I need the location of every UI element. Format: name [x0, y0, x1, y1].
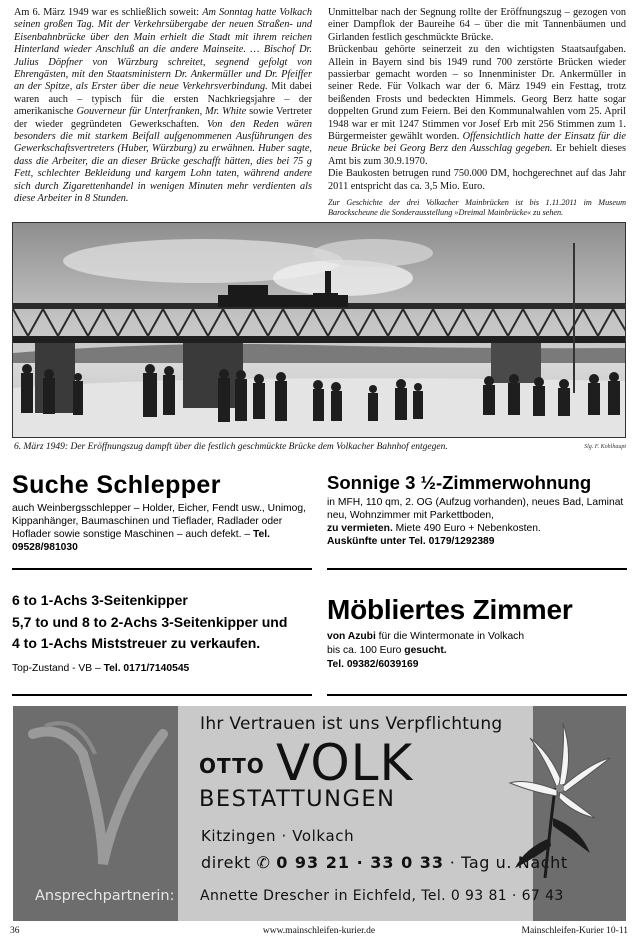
- brand-otto: OTTO: [199, 754, 265, 778]
- bridge-photo-image: [13, 223, 626, 438]
- ad-headline: [12, 590, 312, 655]
- issue-label: Mainschleifen-Kurier 10-11: [521, 926, 628, 936]
- exhibition-note: Zur Geschichte der drei Volkacher Mainbrücken ist bis 1.11.2011 im Museum Barockscheune die Sonderausstellung »Dreimal Mainbrücke« zu sehen.: [328, 198, 626, 218]
- article-paragraph: Unmittelbar nach der Segnung rollte der Eröffnungszug – gezogen von einer Dampflok der Baureihe 64 – über die mit Tannenbäumen und Girlanden festlich geschmückte Brücke.: [328, 7, 626, 43]
- ad-text: in MFH, 110 qm, 2. OG (Aufzug vorhanden), neues Bad, Laminat neu, Wohnzimmer mit Parkettboden,: [327, 497, 624, 521]
- ad-headline-line: 5,7 to und 8 to 2-Achs 3-Seitenkipper und: [12, 613, 288, 630]
- contact-person: Annette Drescher in Eichfeld, Tel. 0 93 81 · 67 43: [200, 888, 564, 904]
- ad-text-line: [327, 644, 627, 658]
- ad-suche-schlepper: [12, 470, 312, 570]
- text-run: Am 6. März 1949 war es schließlich soweit:: [14, 7, 203, 18]
- phone-label: direkt ✆: [201, 853, 271, 872]
- v-logo-icon: [23, 714, 173, 879]
- article-right-column: [328, 7, 626, 218]
- ad-text: für die Wintermonate in Volkach: [375, 631, 525, 642]
- ad-phone: 0 93 21 · 33 0 33: [276, 853, 445, 872]
- ad-divider: [327, 694, 627, 696]
- ad-text-bold: zu vermieten.: [327, 523, 393, 534]
- brand-volk: VOLK: [276, 734, 414, 792]
- page-number: 36: [10, 926, 20, 936]
- ad-zimmer: [327, 590, 627, 696]
- ad-divider: [327, 568, 627, 570]
- ad-headline: Suche Schlepper: [12, 471, 221, 499]
- text-run: Mit dabei waren auch – typisch für die ersten Nachkriegsjahre – der amerikanische: [14, 81, 312, 118]
- ad-phone: Tel. 0171/7140545: [103, 662, 190, 674]
- text-run-italic: Am Sonntag hatte Volkach seinen großen Tag. Mit der Verkehrsübergabe der neuen Straßen- und Eisenbahnbrücke über den Main erhielt die Stadt mit ihrem reichen Hinterland wieder Anschluß an die andere Mainseite. … Bischof Dr. Julius Döpfner von Würzburg schreitet, segnend gefolgt von Ehrengästen, mit den Staatsministern Dr. Ankermüller und Dr. Pfeiffer an der Spitze, als Erster über die neue Verkehrsverbindung.: [14, 7, 312, 93]
- ad-kipper: [12, 590, 312, 696]
- article-left-column: [14, 7, 312, 206]
- ad-text-line: [327, 630, 627, 644]
- ad-text-line: [327, 522, 627, 535]
- text-run-italic: Offensichtlich hatte der Einsatz für die neue Brücke bei Georg Berz den Ausschlag gegeben.: [328, 131, 626, 155]
- ad-headline-line: 6 to 1-Achs 3-Seitenkipper: [12, 592, 188, 608]
- text-run-italic: Gouverneur für Unterfranken, Mr. White: [76, 106, 247, 118]
- ad-body: [327, 630, 627, 672]
- ad-text-bold: gesucht.: [404, 645, 447, 656]
- article-paragraph: [328, 44, 626, 168]
- ad-text: Top-Zustand - VB –: [12, 662, 104, 674]
- article-paragraph: [14, 7, 312, 206]
- bridge-photo: [12, 222, 626, 438]
- ad-phone: Auskünfte unter Tel. 0179/1292389: [327, 536, 495, 547]
- ad-divider: [12, 694, 312, 696]
- photo-credit: Slg. F. Kohlhaupt: [584, 444, 626, 450]
- ad-phone: Tel. 09528/981030: [12, 529, 270, 553]
- phone-hours: · Tag u. Nacht: [449, 853, 568, 872]
- ad-volk-bestattungen: [13, 706, 626, 921]
- website-url: www.mainschleifen-kurier.de: [262, 926, 376, 936]
- ad-locations: Kitzingen · Volkach: [201, 827, 355, 845]
- ad-text-bold: von Azubi: [327, 631, 376, 642]
- text-run: sowie Vertreter der wieder gegründeten Gewerkschaften.: [14, 106, 313, 130]
- ad-wohnung: [327, 470, 627, 570]
- photo-caption: 6. März 1949: Der Eröffnungszug dampft über die festlich geschmückte Brücke dem Volkacher Bahnhof entgegen.: [14, 442, 448, 452]
- article-paragraph: Die Baukosten betrugen rund 750.000 DM, hochgerechnet auf das Jahr 2011 entspricht das ca. 3,5 Mio. Euro.: [328, 168, 626, 192]
- ad-text: Miete 490 Euro + Nebenkosten.: [392, 523, 541, 534]
- ad-headline: Möbliertes Zimmer: [327, 594, 573, 625]
- ad-text: bis ca. 100 Euro: [327, 645, 405, 656]
- ad-headline: Sonnige 3 ½-Zimmerwohnung: [327, 472, 592, 493]
- ad-phone: Tel. 09382/6039169: [327, 659, 419, 670]
- ad-body: [327, 496, 627, 548]
- ad-tagline: Ihr Vertrauen ist uns Verpflichtung: [200, 714, 503, 734]
- ad-body: [12, 662, 312, 675]
- text-run: Brückenbau gehörte seinerzeit zu den wichtigsten Staatsaufgaben. Allein in Bayern sind bis 1949 rund 700 zerstörte Brücken wieder passierbar gemacht worden – so Innenminister Dr. Ankermüller in seiner Rede. Für Volkach war der 6. März 1949 ein Festtag, trotz beißenden Frosts und bedeckten Himmels. Georg Berz hatte sogar doppelten Grund zum Feiern. Bei den Kommunalwahlen vom 25. April 1948 war er mit 1247 Stimmen vor Josef Erb mit 256 Stimmen zum 1. Bürgermeister gewählt worden.: [328, 44, 626, 143]
- brand-bestattungen: BESTATTUNGEN: [199, 786, 396, 812]
- ad-body: [12, 502, 312, 554]
- ad-text: auch Weinbergsschlepper – Holder, Eicher, Fendt usw., Unimog, Kippanhänger, Baumaschinen und Tieflader, Radlader oder Hoflader sowie sonstige Maschinen – auch defekt. –: [12, 503, 306, 540]
- lily-flower-icon: [505, 718, 615, 878]
- ad-headline-line: 4 to 1-Achs Miststreuer zu verkaufen.: [12, 635, 261, 651]
- contact-label: Ansprechpartnerin:: [35, 888, 175, 904]
- ad-divider: [12, 568, 312, 570]
- text-run-italic: Von den Reden wären besonders die mit starkem Beifall aufgenommenen Ausführungen des Gewerkschaftsvertreters (Huber, Würzburg) zu erwähnen. Huber sagte, dass die Arbeiter, die an dieser Brücke geschafft hätten, dies bei 75 g Fett, schlechter Bekleidung und kargem Lohn taten, während andere sich durch Zigarettenhandel in wenigen Minuten mehr verdienten als diese Arbeiter in 8 Stunden.: [14, 118, 312, 205]
- text-run: Er behielt dieses Amt bis zum 30.9.1970.: [328, 143, 626, 167]
